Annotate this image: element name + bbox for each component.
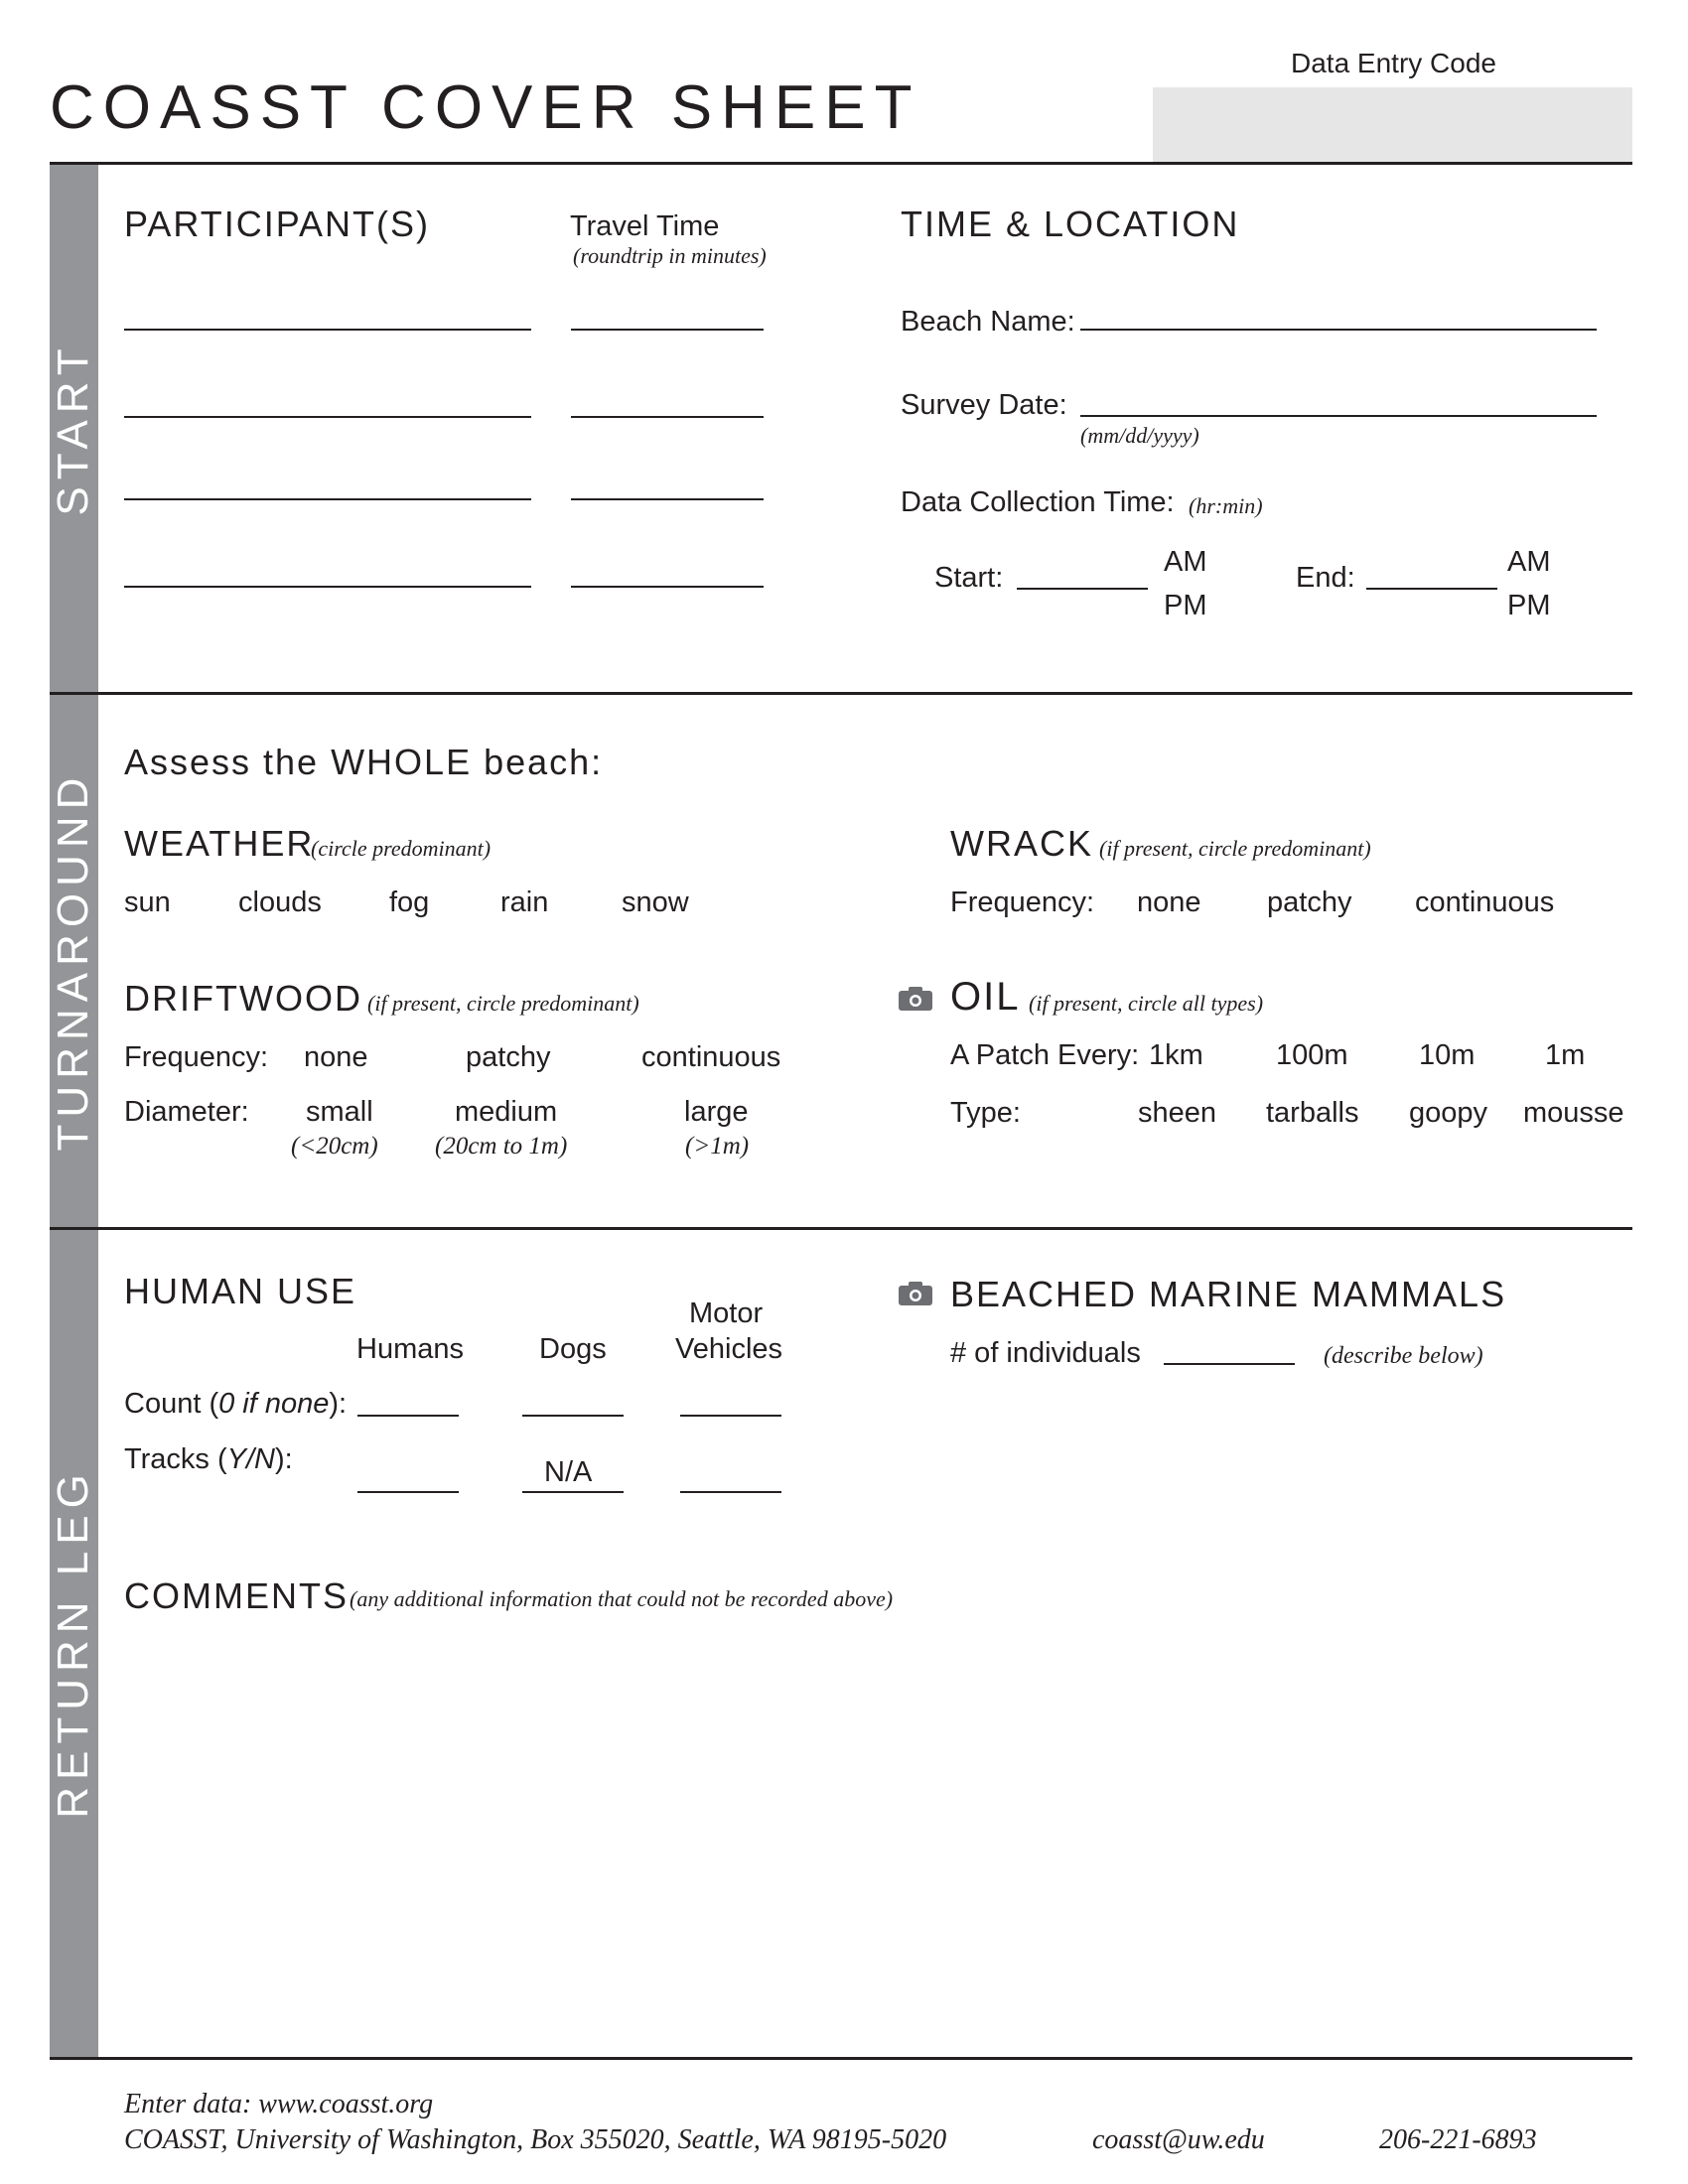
data-entry-code-field[interactable] <box>1153 87 1632 162</box>
tracks-dogs-value: N/A <box>544 1456 593 1488</box>
weather-sun[interactable]: sun <box>124 887 171 918</box>
start-time-field[interactable] <box>1017 588 1148 590</box>
assess-heading: Assess the WHOLE beach: <box>124 742 604 782</box>
bottom-rule <box>50 2057 1632 2060</box>
weather-rain[interactable]: rain <box>500 887 549 918</box>
weather-heading: WEATHER <box>124 823 315 864</box>
wrack-note: (if present, circle predominant) <box>1099 836 1371 861</box>
oil-type-sheen[interactable]: sheen <box>1138 1097 1217 1129</box>
page-title: COASST COVER SHEET <box>50 73 921 142</box>
oil-patch-label: A Patch Every: <box>950 1039 1140 1071</box>
driftwood-diam-small-note: (<20cm) <box>291 1133 378 1160</box>
start-pm-option[interactable]: PM <box>1164 590 1207 621</box>
start-am-option[interactable]: AM <box>1164 546 1207 578</box>
driftwood-diam-large[interactable]: large <box>684 1096 749 1128</box>
driftwood-diameter-label: Diameter: <box>124 1096 249 1128</box>
driftwood-diam-medium[interactable]: medium <box>455 1096 558 1128</box>
wrack-heading: WRACK <box>950 823 1093 864</box>
comments-heading: COMMENTS <box>124 1575 349 1616</box>
individuals-note: (describe below) <box>1324 1343 1483 1369</box>
participants-heading: PARTICIPANT(S) <box>124 204 431 244</box>
oil-heading: OIL <box>950 975 1021 1019</box>
travel-time-note: (roundtrip in minutes) <box>573 243 767 268</box>
footer-phone: 206-221-6893 <box>1379 2124 1537 2155</box>
time-location-heading: TIME & LOCATION <box>901 204 1240 244</box>
human-use-heading: HUMAN USE <box>124 1271 357 1311</box>
tracks-motor-field[interactable] <box>680 1491 781 1493</box>
oil-patch-10m[interactable]: 10m <box>1419 1039 1476 1071</box>
turnaround-bottom-rule <box>50 1227 1632 1230</box>
end-am-option[interactable]: AM <box>1507 546 1551 578</box>
oil-type-mousse[interactable]: mousse <box>1523 1097 1624 1129</box>
participant-line-2[interactable] <box>124 416 531 418</box>
individuals-label: # of individuals <box>950 1337 1141 1369</box>
travel-time-line-2[interactable] <box>571 416 764 418</box>
collection-time-label: Data Collection Time: <box>901 486 1175 518</box>
travel-time-label: Travel Time <box>570 210 720 242</box>
oil-type-tarballs[interactable]: tarballs <box>1266 1097 1359 1129</box>
oil-type-goopy[interactable]: goopy <box>1409 1097 1488 1129</box>
driftwood-heading: DRIFTWOOD <box>124 978 362 1019</box>
dogs-column-header: Dogs <box>539 1333 607 1365</box>
survey-date-field[interactable] <box>1080 415 1597 417</box>
start-time-label: Start: <box>934 562 1004 594</box>
wrack-patchy[interactable]: patchy <box>1267 887 1352 918</box>
survey-date-label: Survey Date: <box>901 389 1067 421</box>
motor-column-header-line1: Motor <box>689 1297 764 1329</box>
footer-address: COASST, University of Washington, Box 355020, Seattle, WA 98195-5020 <box>124 2124 947 2155</box>
camera-icon <box>899 987 932 1011</box>
wrack-continuous[interactable]: continuous <box>1415 887 1555 918</box>
camera-icon <box>899 1282 932 1305</box>
top-rule <box>50 162 1632 165</box>
survey-date-format: (mm/dd/yyyy) <box>1080 423 1199 448</box>
footer-email: coasst@uw.edu <box>1092 2124 1265 2155</box>
driftwood-freq-continuous[interactable]: continuous <box>641 1041 781 1073</box>
end-time-field[interactable] <box>1366 588 1497 590</box>
wrack-frequency-label: Frequency: <box>950 887 1095 918</box>
travel-time-line-3[interactable] <box>571 498 764 500</box>
beach-name-field[interactable] <box>1080 329 1597 331</box>
weather-note: (circle predominant) <box>311 836 492 861</box>
weather-clouds[interactable]: clouds <box>238 887 322 918</box>
comments-note: (any additional information that could not be recorded above) <box>350 1586 894 1611</box>
driftwood-diam-large-note: (>1m) <box>685 1133 750 1160</box>
footer-enter-data: Enter data: www.coasst.org <box>124 2089 434 2119</box>
marine-mammals-heading: BEACHED MARINE MAMMALS <box>950 1274 1507 1314</box>
return-leg-section-label: RETURN LEG <box>49 1467 97 1819</box>
driftwood-diam-medium-note: (20cm to 1m) <box>435 1133 568 1160</box>
tracks-label: Tracks (Y/N): <box>124 1443 293 1475</box>
travel-time-line-4[interactable] <box>571 586 764 588</box>
weather-snow[interactable]: snow <box>622 887 689 918</box>
oil-patch-100m[interactable]: 100m <box>1276 1039 1348 1071</box>
count-dogs-field[interactable] <box>522 1415 624 1417</box>
count-humans-field[interactable] <box>357 1415 459 1417</box>
beach-name-label: Beach Name: <box>901 306 1075 338</box>
driftwood-diam-small[interactable]: small <box>306 1096 373 1128</box>
end-pm-option[interactable]: PM <box>1507 590 1551 621</box>
driftwood-freq-patchy[interactable]: patchy <box>466 1041 551 1073</box>
driftwood-note: (if present, circle predominant) <box>367 991 639 1016</box>
end-time-label: End: <box>1296 562 1355 594</box>
driftwood-freq-none[interactable]: none <box>304 1041 368 1073</box>
participant-line-1[interactable] <box>124 329 531 331</box>
data-entry-code-label: Data Entry Code <box>1291 48 1496 78</box>
motor-column-header-line2: Vehicles <box>675 1333 783 1365</box>
oil-note: (if present, circle all types) <box>1029 991 1264 1016</box>
wrack-none[interactable]: none <box>1137 887 1201 918</box>
count-motor-field[interactable] <box>680 1415 781 1417</box>
tracks-humans-field[interactable] <box>357 1491 459 1493</box>
participant-line-4[interactable] <box>124 586 531 588</box>
turnaround-section-label: TURNAROUND <box>49 770 97 1152</box>
driftwood-frequency-label: Frequency: <box>124 1041 269 1073</box>
individuals-field[interactable] <box>1164 1363 1295 1365</box>
travel-time-line-1[interactable] <box>571 329 764 331</box>
tracks-dogs-field <box>522 1491 624 1493</box>
weather-fog[interactable]: fog <box>389 887 430 918</box>
oil-type-label: Type: <box>950 1097 1021 1129</box>
start-bottom-rule <box>50 692 1632 695</box>
participant-line-3[interactable] <box>124 498 531 500</box>
humans-column-header: Humans <box>356 1333 464 1365</box>
collection-time-format: (hr:min) <box>1189 493 1263 518</box>
oil-patch-1m[interactable]: 1m <box>1545 1039 1586 1071</box>
count-label: Count (0 if none): <box>124 1388 348 1420</box>
comments-area[interactable] <box>124 1628 1614 2045</box>
oil-patch-1km[interactable]: 1km <box>1149 1039 1203 1071</box>
start-section-label: START <box>49 341 97 516</box>
